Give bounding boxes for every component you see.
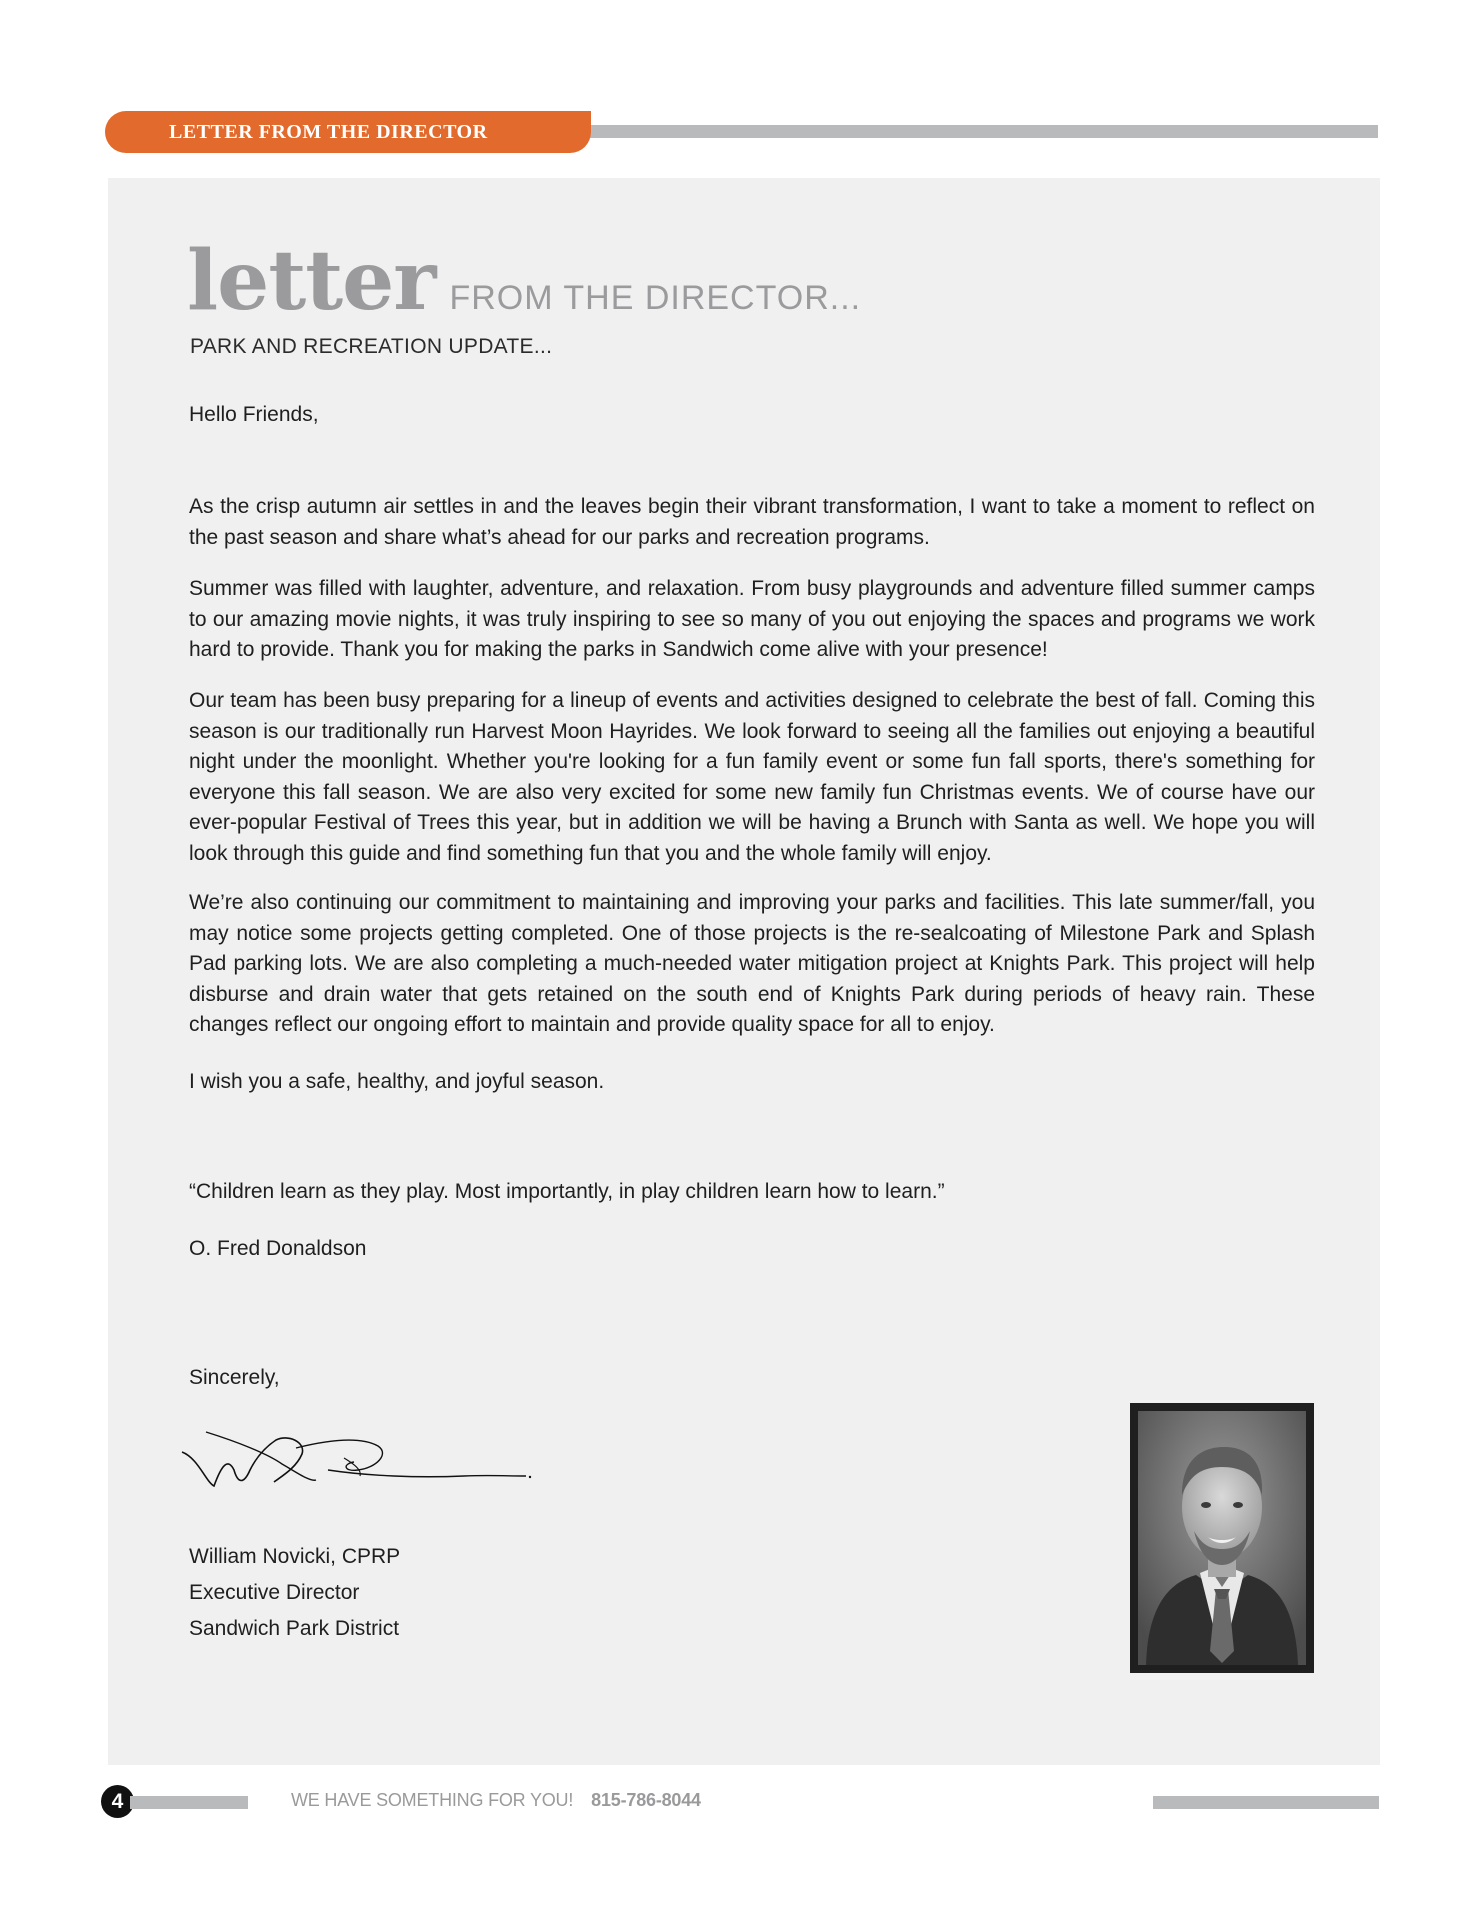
title-from-director: FROM THE DIRECTOR...	[449, 279, 862, 317]
portrait-photo	[1138, 1411, 1306, 1665]
page-subtitle: PARK AND RECREATION UPDATE...	[190, 335, 553, 358]
paragraph-3: Our team has been busy preparing for a lineup of events and activities designed to celebrate the best of fall. Coming this season is our traditionally run Harvest Moon Hayrides. We look forward to seeing all the families out enjoying a beautiful night under the moonlight. Whether you're looking for a fun family event or some fun fall sports, there's something for everyone this fall season. We are also very excited for some new family fun Christmas events. We of course have our ever-popular Festival of Trees this year, but in addition we will be having a Brunch with Santa as well. We hope you will look through this guide and find something fun that you and the whole family will enjoy.	[189, 689, 1315, 865]
header-rule	[590, 125, 1378, 138]
title-letter: letter	[187, 233, 436, 329]
page-title	[187, 233, 862, 329]
paragraph-4: We’re also continuing our commitment to maintaining and improving your parks and facilities. This late summer/fall, you may notice some projects getting completed. One of those projects is the re-sealcoating of Milestone Park and Splash Pad parking lots. We are also completing a much-needed water mitigation project at Knights Park. This project will help disburse and drain water that gets retained on the south end of Knights Park during periods of heavy rain. These changes reflect our ongoing effort to maintain and provide quality space for all to enjoy.	[189, 891, 1315, 1036]
footer-tagline: WE HAVE SOMETHING FOR YOU!	[291, 1790, 574, 1810]
signer-title: Executive Director	[189, 1581, 360, 1604]
signer-organization: Sandwich Park District	[189, 1617, 400, 1640]
greeting: Hello Friends,	[189, 403, 319, 426]
page-number-badge: 4	[101, 1785, 134, 1818]
closing: Sincerely,	[189, 1366, 280, 1389]
signer-name: William Novicki, CPRP	[189, 1545, 401, 1568]
footer-phone: 815-786-8044	[591, 1790, 701, 1810]
quote-author: O. Fred Donaldson	[189, 1237, 367, 1260]
footer-rule-right	[1153, 1796, 1379, 1809]
footer-tagline-line	[291, 1790, 701, 1811]
paragraph-5: I wish you a safe, healthy, and joyful season.	[189, 1070, 605, 1093]
director-portrait	[1130, 1403, 1314, 1673]
section-header-tab: LETTER FROM THE DIRECTOR	[105, 111, 591, 153]
paragraph-2: Summer was filled with laughter, adventure, and relaxation. From busy playgrounds and adventure filled summer camps to our amazing movie nights, it was truly inspiring to see so many of you out enjoying the spaces and programs we work hard to provide. Thank you for making the parks in Sandwich come alive with your presence!	[189, 577, 1315, 661]
paragraph-1: As the crisp autumn air settles in and the leaves begin their vibrant transformation, I want to take a moment to reflect on the past season and share what’s ahead for our parks and recreation programs.	[189, 495, 1315, 549]
signature-image	[178, 1424, 538, 1514]
footer-rule-left	[130, 1796, 248, 1809]
quote: “Children learn as they play. Most importantly, in play children learn how to learn.”	[189, 1180, 945, 1203]
